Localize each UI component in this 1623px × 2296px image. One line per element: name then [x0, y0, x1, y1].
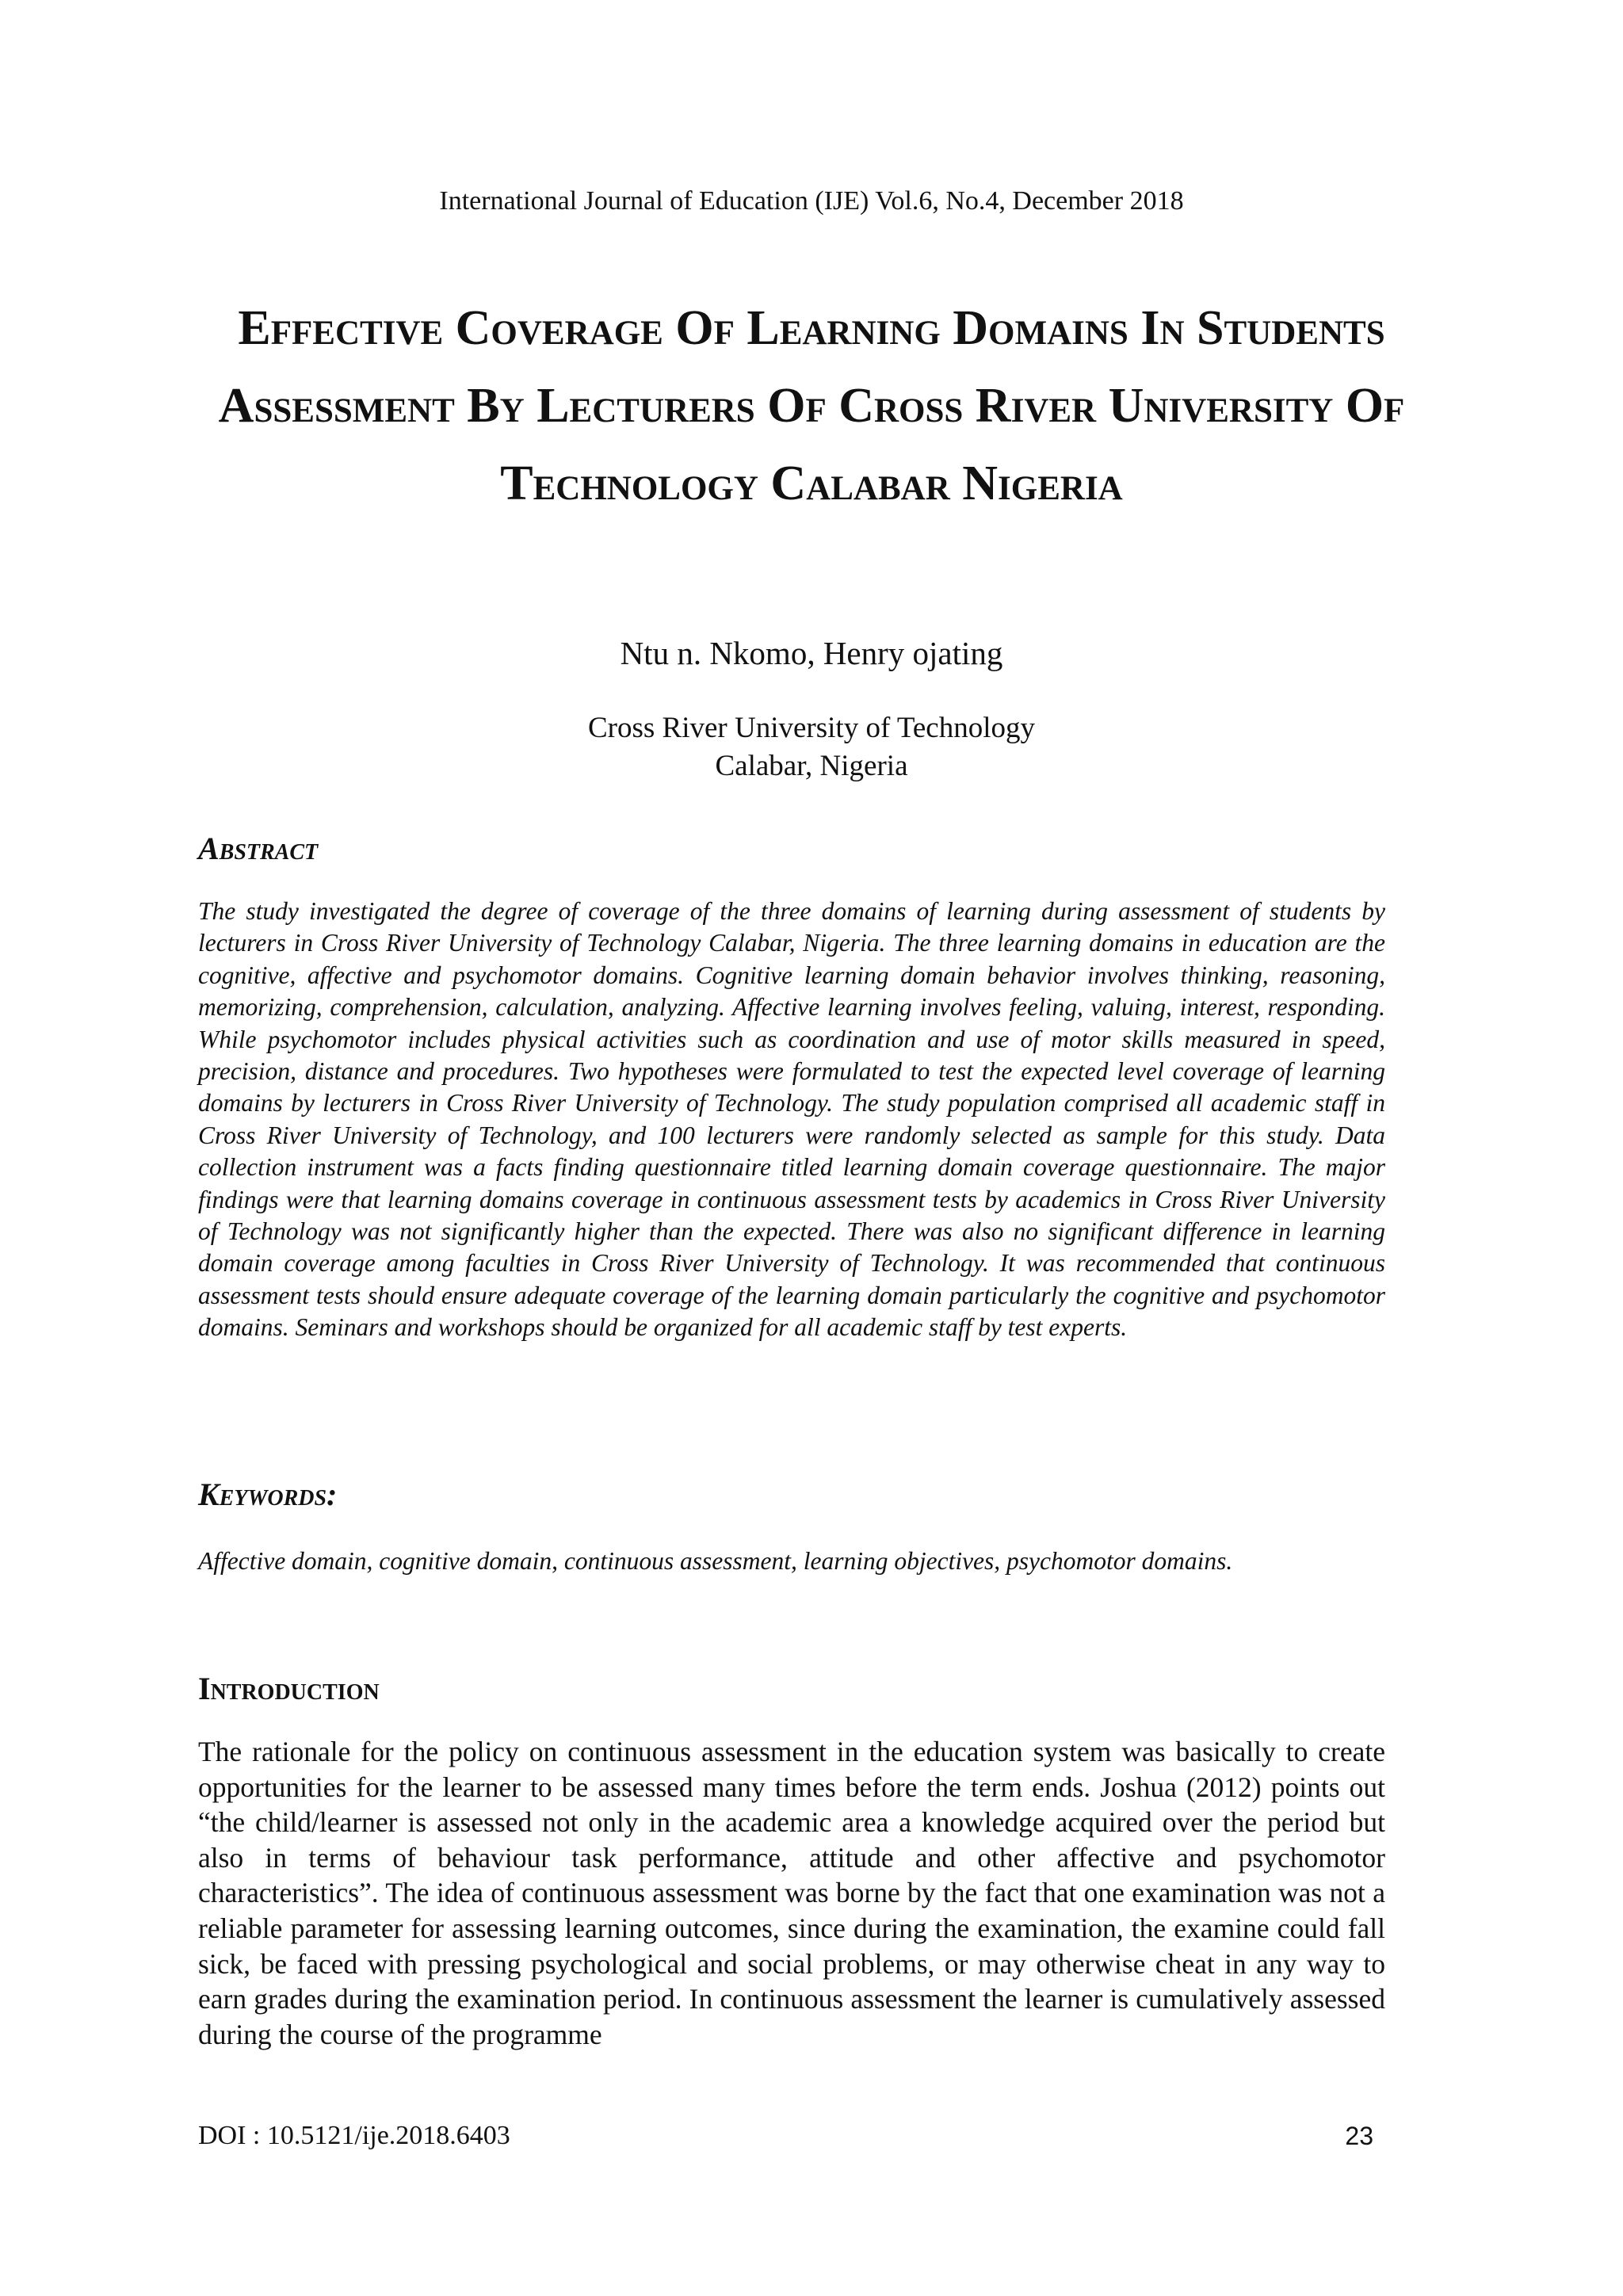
- keywords-list: Affective domain, cognitive domain, continuous assessment, learning objectives, psychomotor domains.: [198, 1547, 1233, 1575]
- journal-running-header: International Journal of Education (IJE) Vol.6, No.4, December 2018: [439, 186, 1184, 216]
- introduction-heading: Introduction: [198, 1671, 380, 1706]
- paper-title: Effective Coverage Of Learning Domains In Students Assessment By Lecturers Of Cross River University Of Technology Calabar Nigeria: [218, 301, 1405, 510]
- footer-doi: DOI : 10.5121/ije.2018.6403: [198, 2121, 510, 2150]
- introduction-body: The rationale for the policy on continuous assessment in the education system was basically to create opportunities for the learner to be assessed many times before the term ends. Joshua (2012) points out “the child/learner is assessed not only in the academic area a knowledge acquired over the period but also in terms of behaviour task performance, attitude and other affective and psychomotor characteristics”. The idea of continuous assessment was borne by the fact that one examination was not a reliable parameter for assessing learning outcomes, since during the examination, the examine could fall sick, be faced with pressing psychological and social problems, or may otherwise cheat in any way to earn grades during the examination period. In continuous assessment the learner is cumulatively assessed during the course of the programme: [198, 1736, 1385, 2050]
- affiliation-location: Calabar, Nigeria: [715, 750, 908, 782]
- keywords-heading: Keywords:: [198, 1477, 338, 1512]
- author-affiliation: [0, 709, 1623, 785]
- abstract-body: The study investigated the degree of coverage of the three domains of learning during assessment of students by lecturers in Cross River University of Technology Calabar, Nigeria. The three learning domains in education are the cognitive, affective and psychomotor domains. Cognitive learning domain behavior involves thinking, reasoning, memorizing, comprehension, calculation, analyzing. Affective learning involves feeling, valuing, interest, responding. While psychomotor includes physical activities such as coordination and use of motor skills measured in speed, precision, distance and procedures. Two hypotheses were formulated to test the expected level coverage of learning domains by lecturers in Cross River University of Technology. The study population comprised all academic staff in Cross River University of Technology, and 100 lecturers were randomly selected as sample for this study. Data collection instrument was a facts finding questionnaire titled learning domain coverage questionnaire. The major findings were that learning domains coverage in continuous assessment tests by academics in Cross River University of Technology was not significantly higher than the expected. There was also no significant difference in learning domain coverage among faculties in Cross River University of Technology. It was recommended that continuous assessment tests should ensure adequate coverage of the learning domain particularly the cognitive and psychomotor domains. Seminars and workshops should be organized for all academic staff by test experts.: [198, 897, 1385, 1342]
- affiliation-institution: Cross River University of Technology: [588, 712, 1035, 744]
- abstract-heading: Abstract: [198, 831, 319, 866]
- author-list: Ntu n. Nkomo, Henry ojating: [620, 635, 1003, 671]
- page-number: 23: [1345, 2122, 1373, 2150]
